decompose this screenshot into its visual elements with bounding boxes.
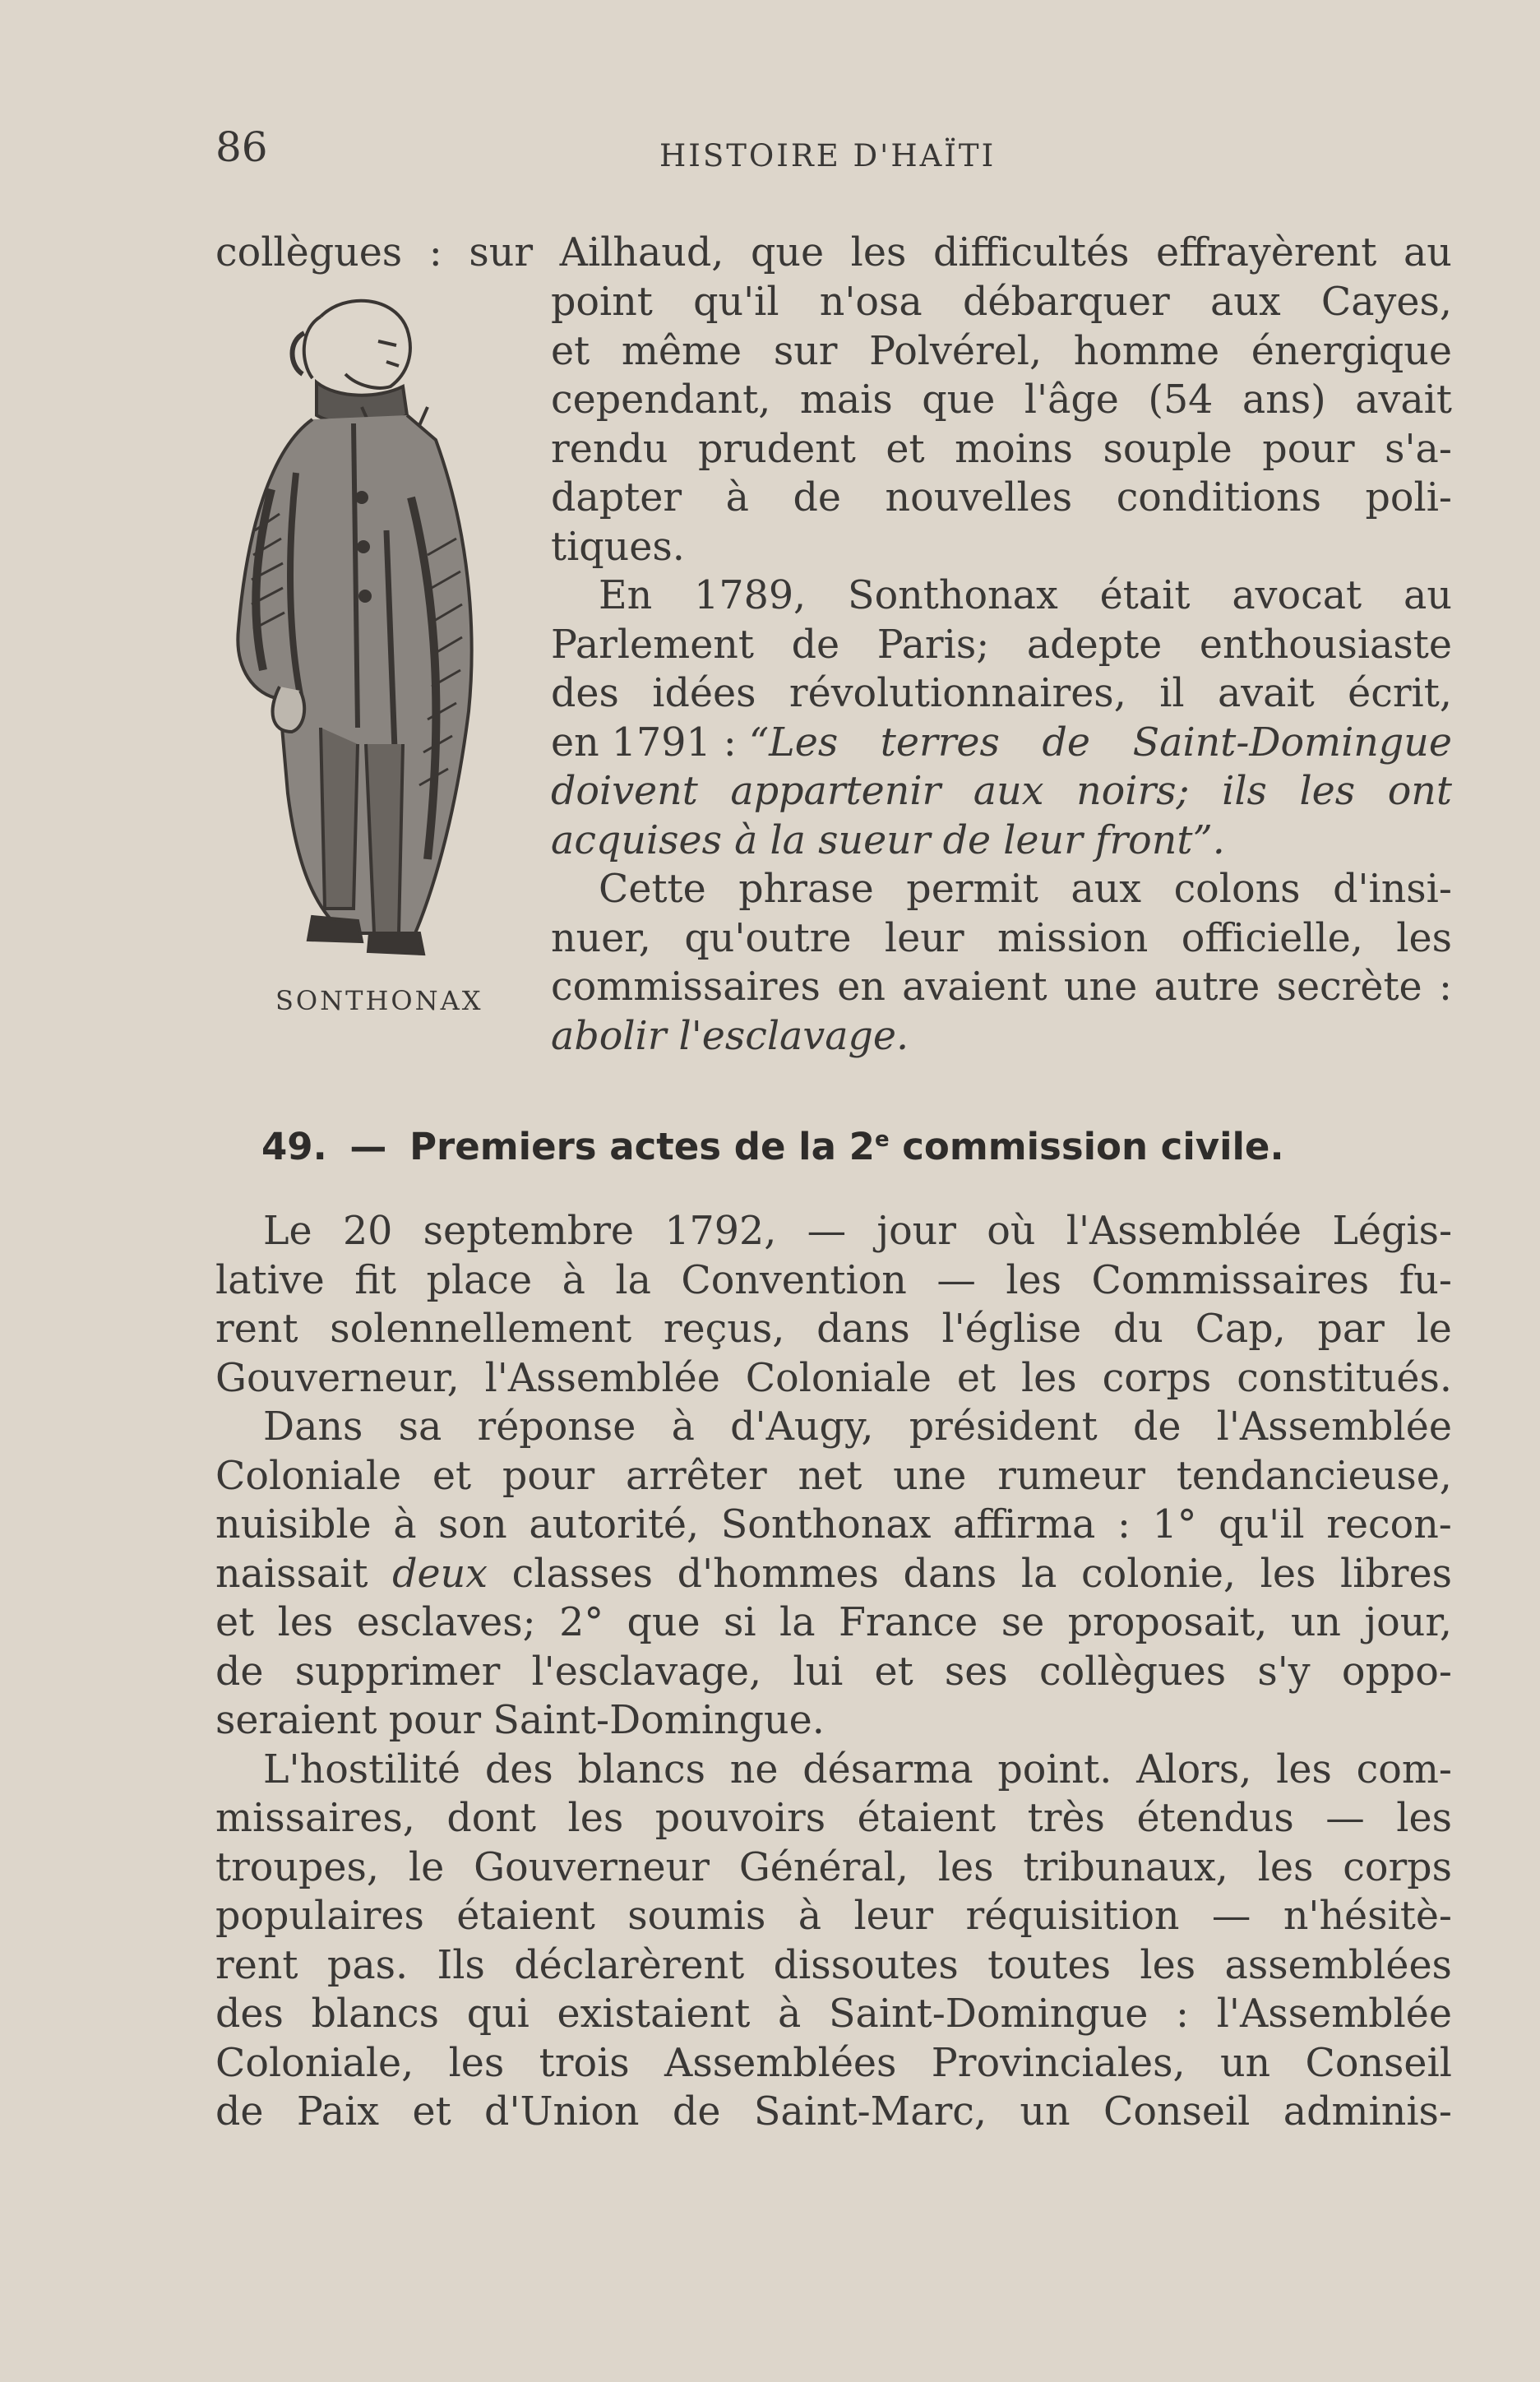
word: le (408, 1844, 445, 1890)
word: écrit, (1348, 671, 1452, 716)
word: pour (388, 1698, 482, 1743)
text-line (215, 1305, 1452, 1354)
word: nuer, (551, 915, 651, 961)
word: de (1132, 1404, 1182, 1450)
word: Paris; (876, 622, 990, 668)
word: prudent (697, 426, 856, 472)
intro-wrap-block (551, 278, 1452, 1061)
word: : (1438, 964, 1452, 1010)
word: Gouverneur (474, 1844, 710, 1890)
word: mission (997, 915, 1149, 961)
word: aux (1209, 280, 1281, 325)
word: 1789, (694, 573, 807, 618)
word: Sonthonax (848, 573, 1058, 618)
word: Dans (263, 1404, 363, 1450)
word: du (1112, 1307, 1163, 1352)
word: En (599, 573, 653, 618)
word: l'Assemblée (1216, 1991, 1452, 2037)
word: que (750, 230, 825, 275)
text-line (551, 865, 1452, 914)
text-line (551, 719, 1452, 768)
text-line (215, 229, 1452, 278)
word: place (426, 1257, 533, 1303)
text-line (215, 1746, 1452, 1795)
figure-caption: SONTHONAX (275, 985, 483, 1016)
word: en (837, 964, 886, 1010)
word: la (779, 1600, 816, 1645)
word: l'Assemblée (484, 1355, 720, 1401)
text-line (215, 1990, 1452, 2039)
text-line (215, 1354, 1452, 1404)
word: adepte (1026, 622, 1163, 668)
word: commissaires (551, 964, 821, 1010)
word: conditions (1116, 475, 1321, 520)
word: lui (793, 1649, 844, 1695)
word: arrêter (626, 1453, 767, 1499)
section-dash: — (349, 1125, 387, 1168)
text-line (215, 1892, 1452, 1941)
portrait-engraving-icon (222, 284, 493, 974)
word: à (798, 1894, 822, 1939)
word: que (627, 1600, 701, 1645)
word: Conseil (1305, 2040, 1452, 2086)
word: 1792, (664, 1209, 777, 1254)
word: 20 (342, 1209, 393, 1254)
word: d'Union (484, 2089, 640, 2135)
text-line (215, 1843, 1452, 1893)
word: idées (652, 671, 756, 716)
intro-first-line (215, 229, 1452, 278)
word: sur (773, 328, 838, 374)
word: leur (884, 915, 964, 961)
word: dont (446, 1796, 537, 1841)
word: à (562, 1257, 585, 1303)
word: jour, (1364, 1600, 1452, 1645)
word: difficultés (932, 230, 1130, 275)
word: le (1416, 1307, 1452, 1352)
text-line (215, 1598, 1452, 1648)
word: tribunaux, (1023, 1844, 1228, 1890)
word: Ils (437, 1942, 485, 1988)
word: révolutionnaires, (788, 671, 1126, 716)
word: était (1099, 573, 1191, 618)
text-line (551, 278, 1452, 327)
word: Coloniale (215, 1453, 402, 1499)
word: assemblées (1224, 1942, 1452, 1988)
word: même (621, 328, 742, 374)
word: existaient (557, 1991, 751, 2037)
word: effrayèrent (1156, 230, 1377, 275)
word: corps (1343, 1844, 1452, 1890)
text-line (551, 816, 1452, 866)
word: nuisible (215, 1502, 372, 1547)
word: jour (876, 1209, 956, 1254)
word: blancs (577, 1746, 705, 1792)
word: ses (944, 1649, 1008, 1695)
text-line (551, 376, 1452, 425)
word: de (215, 1649, 264, 1695)
word: Parlement (551, 622, 754, 668)
word: enthousiaste (1199, 622, 1452, 668)
word: L'hostilité (263, 1746, 461, 1792)
word: colons (1173, 867, 1301, 912)
word: s'a- (1385, 426, 1452, 472)
word: Conseil (1103, 2089, 1251, 2135)
word: les (1257, 1844, 1314, 1890)
word: les (448, 2040, 505, 2086)
word: septembre (423, 1209, 635, 1254)
text-line (551, 621, 1452, 670)
word: énergique (1251, 328, 1452, 374)
word: Assemblées (664, 2040, 897, 2086)
word: net (798, 1453, 862, 1499)
word: Saint-Domingue (829, 1991, 1149, 2037)
word: où (987, 1209, 1036, 1254)
word: à (725, 475, 749, 520)
word: affirma (953, 1502, 1096, 1547)
word: solennellement (330, 1307, 632, 1352)
word: seraient (215, 1698, 377, 1743)
word: débarquer (962, 280, 1170, 325)
italic-word: deux (392, 1551, 488, 1597)
word: moins (955, 426, 1073, 472)
quote-line: acquises à la sueur de leur front”. (551, 817, 1225, 863)
word: s'y (1257, 1649, 1311, 1695)
word: troupes, (215, 1844, 379, 1890)
word: les (1276, 1746, 1332, 1792)
word: sa (398, 1404, 442, 1450)
word: avait (1217, 671, 1315, 716)
word: Commissaires (1091, 1257, 1370, 1303)
word: collègues (1038, 1649, 1227, 1695)
word: que (922, 377, 996, 423)
word: ne (729, 1746, 779, 1792)
word: pas. (326, 1942, 409, 1988)
word: Cap, (1195, 1307, 1286, 1352)
word: étaient (857, 1796, 997, 1841)
word: point (551, 280, 653, 325)
word: et (886, 426, 925, 472)
word: et (215, 1600, 255, 1645)
word: une (893, 1453, 967, 1499)
word: rumeur (997, 1453, 1145, 1499)
word: cependant, (551, 377, 771, 423)
text-segment: classes d'hommes dans la colonie, les libres (488, 1551, 1452, 1597)
word: : (1176, 1991, 1190, 2037)
word: de (793, 475, 841, 520)
word: rent (215, 1942, 298, 1988)
word: secrète (1276, 964, 1422, 1010)
word: les (1396, 1796, 1452, 1841)
text-line (215, 1403, 1452, 1452)
word: (54 (1148, 377, 1214, 423)
word: : (1117, 1502, 1131, 1547)
word: constitués. (1237, 1355, 1452, 1401)
word: une (1063, 964, 1138, 1010)
word: Coloniale (745, 1355, 932, 1401)
word: au (1403, 230, 1452, 275)
word: les (1140, 1942, 1196, 1988)
page-number: 86 (215, 123, 268, 171)
word: Paix (296, 2089, 380, 2135)
quote-line: doivent appartenir aux noirs; ils les ont (551, 769, 1452, 814)
text-line (215, 1941, 1452, 1991)
text-line (215, 1648, 1452, 1697)
word: populaires (215, 1894, 424, 1939)
word: les (1020, 1355, 1077, 1401)
main-text (215, 1207, 1452, 2137)
word: président (909, 1404, 1098, 1450)
word: adminis- (1283, 2089, 1452, 2135)
word: les (1006, 1257, 1062, 1303)
text-line (215, 1501, 1452, 1550)
word: sur (469, 230, 534, 275)
word: 1° (1152, 1502, 1197, 1547)
word: lative (215, 1257, 325, 1303)
word: la (615, 1257, 651, 1303)
word: point. (997, 1746, 1112, 1792)
word: aux (1071, 867, 1142, 912)
word: corps (1102, 1355, 1212, 1401)
word: n'osa (819, 280, 923, 325)
word: à (671, 1404, 695, 1450)
word: Ailhaud, (559, 230, 724, 275)
word: l'Assemblée (1066, 1209, 1302, 1254)
word: si (724, 1600, 756, 1645)
word: souple (1103, 426, 1232, 472)
word: — (1325, 1796, 1365, 1841)
word: supprimer (294, 1649, 501, 1695)
word: n'hésitè- (1283, 1894, 1452, 1939)
text-line (215, 1794, 1452, 1843)
word: Cayes, (1320, 280, 1452, 325)
word: Le (263, 1209, 312, 1254)
text-line (215, 1452, 1452, 1501)
word: et (551, 328, 590, 374)
word: oppo- (1341, 1649, 1452, 1695)
word: dans (816, 1307, 910, 1352)
word: phrase (738, 867, 874, 912)
word: — (807, 1209, 847, 1254)
word: d'insi- (1333, 867, 1452, 912)
section-number: 49. (261, 1125, 327, 1168)
word: avaient (902, 964, 1047, 1010)
section-title: Premiers actes de la 2 (409, 1125, 875, 1168)
word: homme (1073, 328, 1220, 374)
word: d'Augy, (730, 1404, 874, 1450)
text-line (551, 669, 1452, 719)
word: Alors, (1136, 1746, 1252, 1792)
word: — (936, 1257, 976, 1303)
word: mais (799, 377, 893, 423)
text-segment: en 1791 : (551, 719, 749, 765)
text-line (215, 2088, 1452, 2137)
word: les (937, 1844, 994, 1890)
word: qui (466, 1991, 530, 2037)
word: les (277, 1600, 334, 1645)
word: réponse (477, 1404, 636, 1450)
text-line (551, 523, 1452, 572)
word: toutes (987, 1942, 1112, 1988)
word: et (874, 1649, 913, 1695)
word: de (672, 2089, 721, 2135)
word: Cette (599, 867, 706, 912)
text-line (215, 2039, 1452, 2088)
word: permit (906, 867, 1038, 912)
word: l'église (941, 1307, 1082, 1352)
word: com- (1356, 1746, 1452, 1792)
word: Gouverneur, (215, 1355, 460, 1401)
word: dissoutes (773, 1942, 959, 1988)
word: pouvoirs (654, 1796, 826, 1841)
word: et (412, 2089, 451, 2135)
text-line (215, 1696, 1452, 1746)
word: blancs (311, 1991, 440, 2037)
word: esclaves; (356, 1600, 536, 1645)
word: l'Assemblée (1216, 1404, 1452, 1450)
word: tendancieuse, (1176, 1453, 1452, 1499)
word: qu'il (1219, 1502, 1305, 1547)
running-head: HISTOIRE D'HAÏTI (659, 138, 997, 173)
word: 2° (559, 1600, 604, 1645)
text-segment: naissait (215, 1551, 393, 1597)
word: — (1211, 1894, 1251, 1939)
word: par (1317, 1307, 1385, 1352)
word: et (432, 1453, 472, 1499)
word: fu- (1399, 1257, 1452, 1303)
word: rent (215, 1307, 298, 1352)
word: des (551, 671, 619, 716)
word: un (1290, 1600, 1342, 1645)
word: étaient (456, 1894, 595, 1939)
page-header (215, 123, 1449, 181)
word: Coloniale, (215, 2040, 414, 2086)
word: dapter (551, 475, 682, 520)
word: missaires, (215, 1796, 415, 1841)
word: Légis- (1332, 1209, 1452, 1254)
word: réquisition (965, 1894, 1180, 1939)
word: autorité, (529, 1502, 700, 1547)
word: : (428, 230, 442, 275)
sonthonax-portrait (222, 284, 493, 974)
word: Provinciales, (931, 2040, 1186, 2086)
word: à (778, 1991, 802, 2037)
section-title-sup: e (874, 1127, 890, 1152)
word: tiques. (551, 524, 685, 570)
word: ans) (1242, 377, 1326, 423)
word: il (1159, 671, 1185, 716)
word: des (215, 1991, 284, 2037)
word: Saint-Domingue. (493, 1698, 825, 1743)
text-line (215, 1550, 1452, 1599)
word: proposait, (1067, 1600, 1268, 1645)
text-line (551, 571, 1452, 621)
word: très (1027, 1796, 1105, 1841)
word: rendu (551, 426, 668, 472)
word: l'âge (1024, 377, 1119, 423)
word: leur (853, 1894, 934, 1939)
text-line (551, 425, 1452, 474)
word: pour (1262, 426, 1355, 472)
word: des (484, 1746, 553, 1792)
word: et (956, 1355, 997, 1401)
word: étendus (1136, 1796, 1294, 1841)
word: France (838, 1600, 978, 1645)
word: son (438, 1502, 507, 1547)
text-line (551, 914, 1452, 964)
word: un (1219, 2040, 1271, 2086)
word: fit (354, 1257, 396, 1303)
text-line (551, 767, 1452, 816)
word: à (393, 1502, 417, 1547)
word: au (1404, 573, 1452, 618)
word: officielle, (1181, 915, 1363, 961)
word: Saint-Marc, (753, 2089, 987, 2135)
word: les (850, 230, 907, 275)
text-line (551, 474, 1452, 523)
section-heading (261, 1125, 1330, 1168)
section-title-end: commission civile. (889, 1125, 1284, 1168)
word: recon- (1326, 1502, 1452, 1547)
quote-segment: “Les terres de Saint-Domingue (748, 719, 1452, 765)
text-line (551, 1012, 1452, 1061)
word: de (215, 2089, 264, 2135)
italic-line: abolir l'esclavage. (551, 1013, 909, 1059)
word: trois (539, 2040, 630, 2086)
text-line (551, 327, 1452, 377)
text-line (215, 1256, 1452, 1306)
text-line (215, 1207, 1452, 1256)
word: de (791, 622, 840, 668)
word: l'esclavage, (531, 1649, 762, 1695)
word: qu'il (693, 280, 779, 325)
word: Général, (738, 1844, 909, 1890)
word: avait (1355, 377, 1452, 423)
word: déclarèrent (514, 1942, 745, 1988)
word: autre (1154, 964, 1260, 1010)
word: les (1396, 915, 1452, 961)
word: se (1001, 1600, 1045, 1645)
word: poli- (1365, 475, 1452, 520)
word: reçus, (663, 1307, 785, 1352)
word: un (1020, 2089, 1071, 2135)
word: les (567, 1796, 624, 1841)
word: soumis (627, 1894, 766, 1939)
word: Polvérel, (869, 328, 1043, 374)
word: Convention (681, 1257, 907, 1303)
word: nouvelles (885, 475, 1073, 520)
word: Sonthonax (720, 1502, 932, 1547)
word: qu'outre (684, 915, 852, 961)
text-line (551, 963, 1452, 1012)
word: désarma (802, 1746, 973, 1792)
word: avocat (1232, 573, 1362, 618)
word: pour (502, 1453, 595, 1499)
word: collègues (215, 230, 403, 275)
